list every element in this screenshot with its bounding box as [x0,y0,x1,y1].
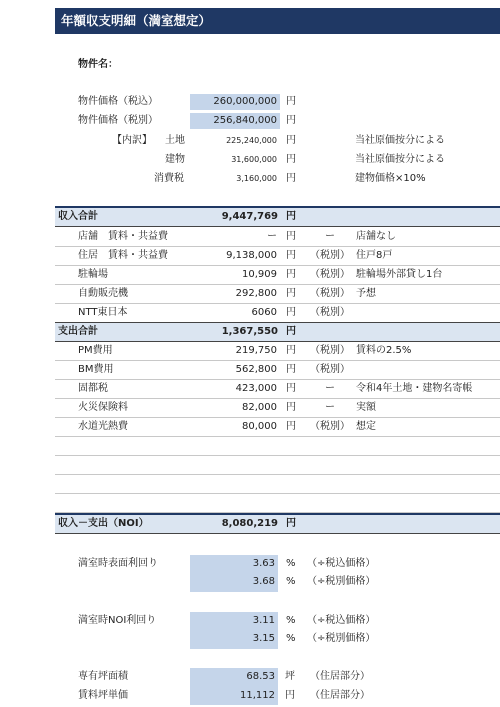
gross-yield-label: 満室時表面利回り [78,558,158,569]
tax-note: 建物価格×10% [355,173,426,184]
row-value: 80,000 [242,421,277,432]
area-value: 68.53 [246,671,275,682]
page-title: 年額収支明細（満室想定） [55,8,500,34]
row-tax: ー [325,402,335,413]
row-unit: 円 [286,364,296,375]
row-tax: （税別） [310,269,350,280]
row-value: ー [267,231,277,242]
noi-value: 8,080,219 [221,518,278,529]
row-label: PM費用 [78,345,113,356]
noi-yield-excl: 3.15 [252,633,275,644]
row-unit: 円 [286,250,296,261]
area-note: （住居部分） [310,671,370,682]
row-divider [55,436,500,437]
gross-yield-excl: 3.68 [252,576,275,587]
row-label: 自動販売機 [78,288,128,299]
row-label: 住居 賃料・共益費 [78,250,168,261]
rent-unit: 円 [285,690,295,701]
pct-unit: % [286,633,296,644]
noi-row [55,515,500,533]
excl-note: （÷税別価格） [307,633,376,644]
incl-note: （÷税込価格） [307,558,376,569]
building-note: 当社原価按分による [355,154,445,165]
row-tax: （税別） [310,307,350,318]
row-label: NTT東日本 [78,307,128,318]
income-total-value: 9,447,769 [221,211,278,222]
row-note: 住戸8戸 [356,250,393,261]
row-tax: （税別） [310,288,350,299]
row-tax: ー [325,231,335,242]
land-unit: 円 [286,135,296,146]
excl-note: （÷税別価格） [307,576,376,587]
price-excl-label: 物件価格（税別） [78,115,158,126]
pct-unit: % [286,615,296,626]
rent-label: 賃料坪単価 [78,690,128,701]
row-divider [55,265,500,266]
area-label: 専有坪面積 [78,671,128,682]
row-value: 9,138,000 [226,250,277,261]
row-label: BM費用 [78,364,114,375]
row-label: 水道光熱費 [78,421,128,432]
area-unit: 坪 [285,671,295,682]
row-value: 423,000 [235,383,277,394]
empty-row-divider [55,455,500,456]
price-incl-unit: 円 [286,96,296,107]
row-unit: 円 [286,288,296,299]
land-value: 225,240,000 [226,136,277,145]
building-unit: 円 [286,154,296,165]
breakdown-label: 【内訳】 [112,135,152,146]
empty-row-divider [55,493,500,494]
row-note: 令和4年土地・建物名寄帳 [356,383,473,394]
noi-yield-label: 満室時NOI利回り [78,615,157,626]
row-note: 想定 [356,421,376,432]
property-name-label: 物件名： [78,59,118,70]
gross-yield-incl: 3.63 [252,558,275,569]
building-label: 建物 [165,154,185,165]
row-value: 292,800 [235,288,277,299]
row-unit: 円 [286,345,296,356]
row-value: 562,800 [235,364,277,375]
tax-label: 消費税 [154,173,184,184]
row-divider [55,417,500,418]
incl-note: （÷税込価格） [307,615,376,626]
rent-value: 11,112 [240,690,275,701]
expense-total-value: 1,367,550 [221,326,278,337]
row-divider [55,303,500,304]
row-tax: （税別） [310,345,350,356]
row-note: 店舗なし [356,231,396,242]
pct-unit: % [286,558,296,569]
expense-total-label: 支出合計 [58,326,98,337]
noi-yield-incl: 3.11 [252,615,275,626]
row-tax: （税別） [310,421,350,432]
price-incl-value: 260,000,000 [190,94,280,110]
income-total-unit: 円 [286,211,296,222]
divider [55,533,500,534]
income-header [55,208,500,226]
row-label: 店舗 賃料・共益費 [78,231,168,242]
row-label: 火災保険料 [78,402,128,413]
row-divider [55,398,500,399]
income-total-label: 収入合計 [58,211,98,222]
row-unit: 円 [286,383,296,394]
price-excl-unit: 円 [286,115,296,126]
row-tax: （税別） [310,250,350,261]
row-unit: 円 [286,269,296,280]
row-value: 6060 [251,307,277,318]
divider [55,226,500,227]
tax-value: 3,160,000 [236,174,277,183]
expense-total-unit: 円 [286,326,296,337]
price-incl-label: 物件価格（税込） [78,96,158,107]
land-label: 土地 [165,135,185,146]
row-tax: （税別） [310,364,350,375]
row-label: 固都税 [78,383,108,394]
row-value: 219,750 [235,345,277,356]
row-divider [55,284,500,285]
row-unit: 円 [286,231,296,242]
row-unit: 円 [286,307,296,318]
row-note: 駐輪場外部貸し1台 [356,269,443,280]
land-note: 当社原価按分による [355,135,445,146]
row-unit: 円 [286,421,296,432]
row-divider [55,246,500,247]
row-divider [55,379,500,380]
row-tax: ー [325,383,335,394]
expense-header [55,323,500,341]
building-value: 31,600,000 [231,155,277,164]
tax-unit: 円 [286,173,296,184]
row-note: 実額 [356,402,376,413]
row-note: 予想 [356,288,376,299]
noi-label: 収入－支出（NOI） [58,518,149,529]
divider [55,341,500,342]
row-note: 賃料の2.5% [356,345,412,356]
rent-note: （住居部分） [310,690,370,701]
row-label: 駐輪場 [78,269,108,280]
row-unit: 円 [286,402,296,413]
price-excl-value: 256,840,000 [190,113,280,129]
row-value: 10,909 [242,269,277,280]
row-divider [55,360,500,361]
empty-row-divider [55,474,500,475]
pct-unit: % [286,576,296,587]
row-value: 82,000 [242,402,277,413]
noi-unit: 円 [286,518,296,529]
